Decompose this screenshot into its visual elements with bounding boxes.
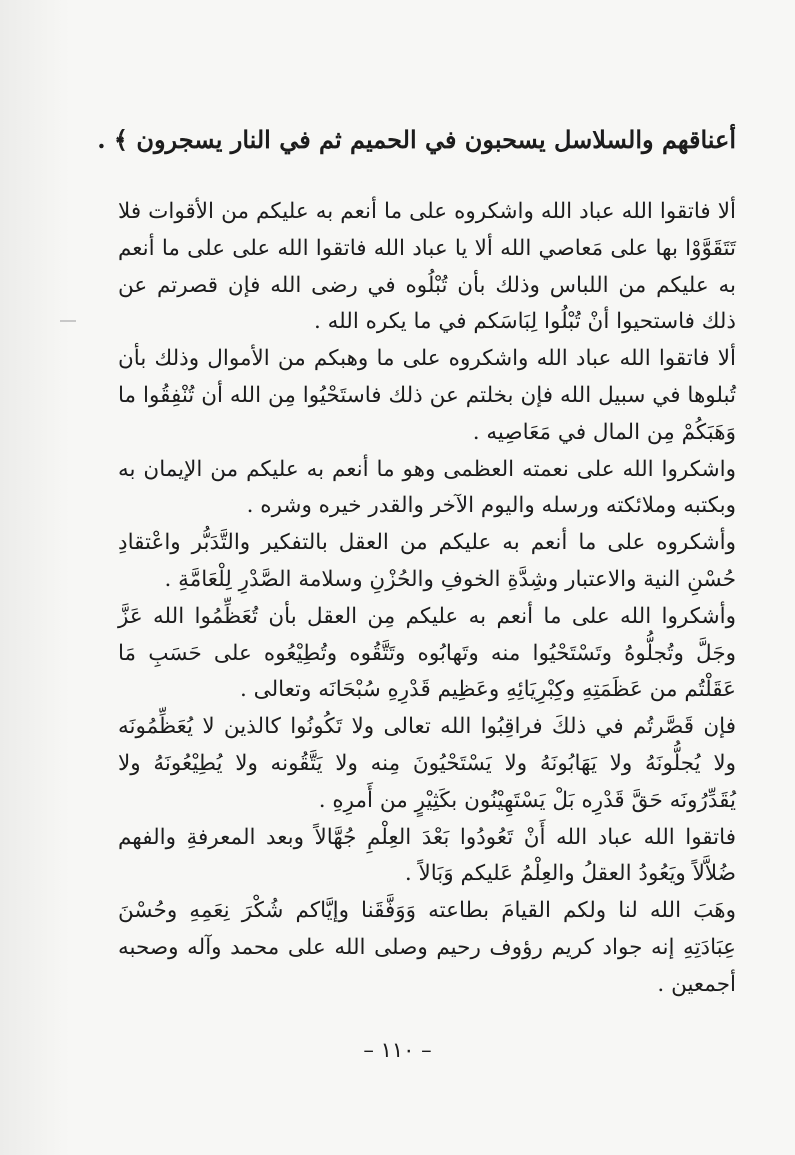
- verse-heading: أعناقهم والسلاسل يسحبون في الحميم ثم في النار يسجرون ﴾ .: [97, 125, 736, 154]
- paragraph-6: فإن قَصَّرتُم في ذلكَ فراقِبُوا الله تعالى ولا تَكُونُوا كالذين لا يُعَظِّمُونَه ولا يُجلُّونَهُ ولا يَهَابُونَهُ ولا يَسْتَحْيُونَ مِنه ولا يَتَّقُونه ولا يُطِيْعُونَهُ ولا يُقَدِّرُونَه حَقَّ قَدْرِه بَلْ يَسْتَهِيْنُون بكَثِيْرٍ من أَمرِهِ .: [118, 714, 736, 813]
- scan-mark: [60, 320, 76, 322]
- binding-shadow: [0, 0, 70, 1155]
- paragraph-3: واشكروا الله على نعمته العظمى وهو ما أنعم به عليكم من الإيمان به وبكتبه وملائكته ورسله واليوم الآخر والقدر خيره وشره .: [118, 456, 736, 519]
- paragraph-2: ألا فاتقوا الله عباد الله واشكروه على ما وهبكم من الأموال وذلك بأن تُبلوها في سبيل الله فإن بخلتم عن ذلك فاستَحْيُوا مِن الله أن تُنْفِقُوا ما وَهَبَكُمْ مِن المال في مَعَاصِيه .: [118, 346, 736, 445]
- paragraph-7: فاتقوا الله عباد الله أَنْ تَعُودُوا بَعْدَ العِلْمِ جُهَّالاً وبعد المعرفةِ والفهم ضُلاَّلاً ويَعُودُ العقلُ والعِلْمُ عَليكم وَبَالاً .: [118, 824, 736, 887]
- page-content: [97, 122, 737, 1004]
- paragraph-8: وهَبَ الله لنا ولكم القيامَ بطاعته وَوَفَّقَنا وإيَّاكم شُكْرَ نِعَمِهِ وحُسْنَ عِبَادَتِهِ إنه جواد كريم رؤوف رحيم وصلى الله على محمد وآله وصحبه أجمعين .: [118, 898, 737, 997]
- page-number: – ١١٠ –: [363, 1038, 432, 1062]
- paragraph-4: وأشكروه على ما أنعم به عليكم من العقل بالتفكير والتَّدَبُّر واعْتقادِ حُسْنِ النية والاعتبار وشِدَّةِ الخوفِ والحُزْنِ وسلامة الصَّدْرِ لِلْعَامَّةِ .: [118, 530, 736, 592]
- paragraph-5: وأشكروا الله على ما أنعم به عليكم مِن العقل بأن تُعَظِّمُوا الله عَزَّ وجَلَّ وتُجلُّوهُ وتَسْتَحْيُوا منه وتَهابُوه وتَتَّقُوه وتُطِيْعُوه على حَسَبِ مَا عَقَلْتُم من عَظَمَتِهِ وكِبْرِيَائِهِ وعَظِيم قَدْرِهِ سُبْحَانَه وتعالى .: [118, 603, 736, 703]
- paragraph-1: ألا فاتقوا الله عباد الله واشكروه على ما أنعم به عليكم من الأقوات فلا تَتَقَوَّوْا بها على مَعاصي الله ألا يا عباد الله فاتقوا الله على على ما أنعم به عليكم من اللباس وذلك بأن تُبْلُوه في رضى الله فإن قصرتم عن ذلك فاستحيوا أنْ تُبْلُوا لِبَاسَكم في ما يكره الله .: [118, 199, 736, 335]
